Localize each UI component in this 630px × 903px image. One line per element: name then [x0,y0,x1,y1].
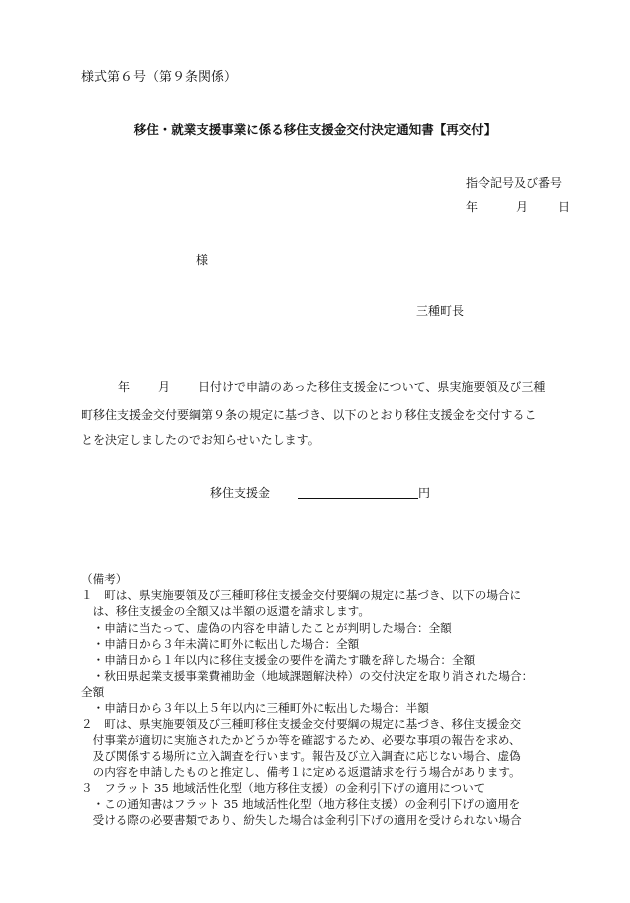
form-number: 様式第６号（第９条関係） [81,70,238,85]
body-line-1-rest: 日付けで申請のあった移住支援金について、県実施要領及び三種 [198,380,546,394]
note-line: ・申請日から３年未満に町外に転出した場合：全額 [81,637,360,651]
note-line: ・申請に当たって、虚偽の内容を申請したことが判明した場合：全額 [81,621,452,635]
note-line: ３ フラット 35 地域活性化型（地方移住支援）の金利引下げの適用について [81,781,486,795]
note-line: ・秋田県起業支援事業費補助金（地域課題解決枠）の交付決定を取り消された場合： [81,669,534,683]
note-line: 全額 [81,685,105,699]
amount-label: 移住支援金 [210,486,271,500]
note-line: ・申請日から３年以上５年以内に三種町外に転出した場合：半額 [81,701,429,715]
amount-blank-line [298,498,418,499]
note-line: ２ 町は、県実施要領及び三種町移住支援金交付要綱の規定に基づき、移住支援金交 [81,717,522,731]
body-line-2: 町移住支援金交付要綱第９条の規定に基づき、以下のとおり移住支援金を交付するこ [81,408,537,422]
date-day: 日 [558,200,571,214]
note-line: は、移住支援金の全額又は半額の返還を請求します。 [81,604,370,618]
note-line: 及び関係する場所に立入調査を行います。報告及び立入調査に応じない場合、虚偽 [81,749,521,763]
note-line: １ 町は、県実施要領及び三種町移住支援金交付要綱の規定に基づき、以下の場合に [81,588,522,602]
notes-heading: （備考） [81,572,128,586]
date-year: 年 [466,200,479,214]
body-line-3: とを決定しましたのでお知らせいたします。 [81,433,320,447]
note-line: 付事業が適切に実施されたかどうか等を確認するため、必要な事項の報告を求め、 [81,733,521,747]
sender-name: 三種町長 [416,304,465,318]
addressee-suffix: 様 [196,253,209,267]
body-line-1 [118,380,546,394]
reference-number-label: 指令記号及び番号 [466,176,563,190]
note-line: 受ける際の必要書類であり、紛失した場合は金利引下げの適用を受けられない場合 [81,813,522,827]
body-month: 月 [158,380,171,394]
note-line: ・この通知書はフラット 35 地域活性化型（地方移住支援）の金利引下げの適用を [81,797,521,811]
body-year: 年 [118,380,131,394]
amount-unit: 円 [418,486,431,500]
note-line: ・申請日から１年以内に移住支援金の要件を満たす職を辞した場合：全額 [81,653,476,667]
document-title: 移住・就業支援事業に係る移住支援金交付決定通知書【再交付】 [133,122,497,137]
note-line: の内容を申請したものと推定し、備考１に定める返還請求を行う場合があります。 [81,765,521,779]
date-month: 月 [516,200,529,214]
